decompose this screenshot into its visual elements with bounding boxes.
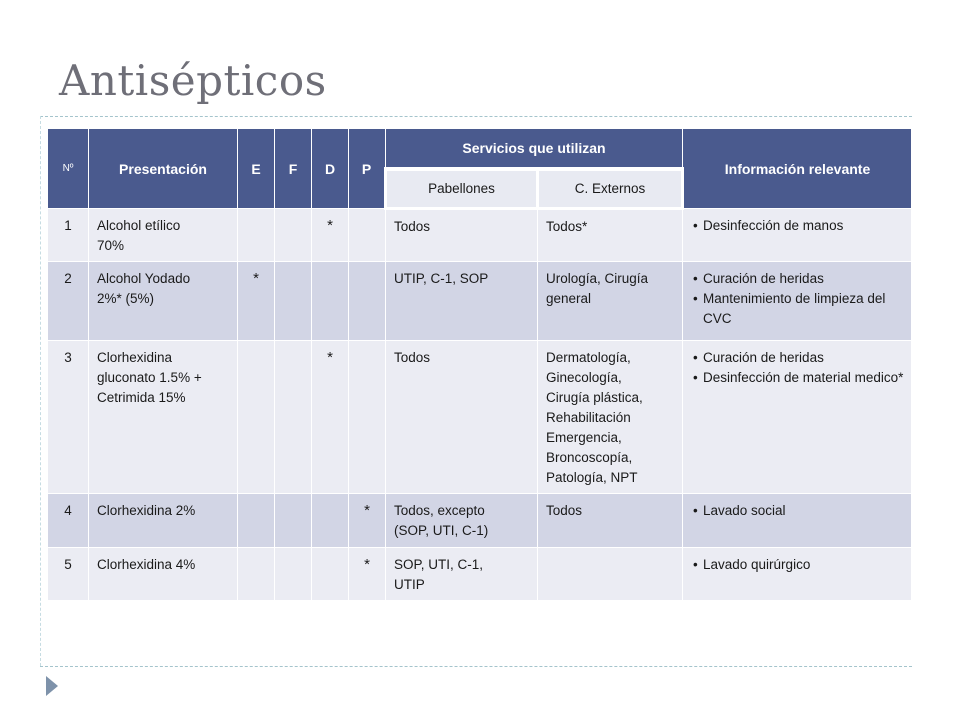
mark-p-cell: * [349, 494, 386, 548]
presentation-line: 70% [97, 238, 125, 253]
presentation-line: Clorhexidina [97, 350, 173, 365]
info-cell [683, 341, 912, 494]
presentation-line: Cetrimida 15% [97, 390, 186, 405]
mark-p-cell [349, 262, 386, 341]
pabellones-line: UTIP, C-1, SOP [394, 271, 489, 286]
pabellones-line: Todos, excepto [394, 503, 485, 518]
presentation-line: Clorhexidina 2% [97, 503, 196, 518]
external-line: Dermatología, [546, 350, 631, 365]
pabellones-line: (SOP, UTI, C-1) [394, 523, 489, 538]
header-relevant-info: Información relevante [683, 129, 912, 209]
table-row [48, 209, 912, 262]
mark-e-cell [238, 341, 275, 494]
info-item: • Desinfección de manos [691, 216, 908, 236]
external-line: general [546, 291, 592, 306]
table-body [48, 209, 912, 601]
mark-d-cell [312, 548, 349, 601]
header-f: F [275, 129, 312, 209]
row-number: 1 [48, 209, 89, 262]
external-cell [538, 548, 683, 601]
external-line: Patología, NPT [546, 470, 638, 485]
info-item: • Desinfección de material medico* [691, 368, 908, 388]
info-cell [683, 494, 912, 548]
pabellones-cell [386, 494, 538, 548]
header-pabellones: Pabellones [386, 169, 538, 209]
mark-d-cell: * [312, 341, 349, 494]
info-cell [683, 209, 912, 262]
external-line: Rehabilitación [546, 410, 631, 425]
mark-d-cell [312, 494, 349, 548]
presentation-cell [89, 494, 238, 548]
header-presentation: Presentación [89, 129, 238, 209]
mark-f-cell [275, 262, 312, 341]
info-item: • Curación de heridas [691, 269, 908, 289]
info-list [691, 269, 908, 329]
antiseptics-table [47, 128, 912, 601]
slide-title: Antisépticos [59, 56, 327, 105]
presentation-cell [89, 209, 238, 262]
info-cell [683, 548, 912, 601]
mark-f-cell [275, 548, 312, 601]
triangle-arrow-icon [46, 676, 58, 696]
presentation-line: Clorhexidina 4% [97, 557, 196, 572]
header-e: E [238, 129, 275, 209]
info-list [691, 348, 908, 388]
mark-d-cell: * [312, 209, 349, 262]
info-item: • Lavado quirúrgico [691, 555, 908, 575]
row-number: 4 [48, 494, 89, 548]
pabellones-cell [386, 262, 538, 341]
table-row [48, 341, 912, 494]
pabellones-line: Todos [394, 350, 431, 365]
presentation-line: gluconato 1.5% + [97, 370, 202, 385]
pabellones-line: UTIP [394, 577, 425, 592]
row-number: 2 [48, 262, 89, 341]
mark-e-cell [238, 209, 275, 262]
row-number: 3 [48, 341, 89, 494]
info-cell [683, 262, 912, 341]
pabellones-line: SOP, UTI, C-1, [394, 557, 484, 572]
external-cell [538, 494, 683, 548]
mark-f-cell [275, 209, 312, 262]
external-line: Emergencia, [546, 430, 622, 445]
external-cell [538, 262, 683, 341]
mark-e-cell [238, 548, 275, 601]
info-list [691, 555, 908, 575]
bottom-divider [40, 666, 912, 667]
external-line: Cirugía plástica, [546, 390, 643, 405]
info-item: • Mantenimiento de limpieza del CVC [691, 289, 908, 329]
mark-p-cell [349, 209, 386, 262]
info-list [691, 216, 908, 236]
external-line: Todos [546, 503, 583, 518]
mark-e-cell: * [238, 262, 275, 341]
top-divider [40, 116, 912, 117]
antiseptics-table-container [47, 128, 911, 601]
mark-d-cell [312, 262, 349, 341]
external-line: Todos* [546, 219, 588, 234]
table-row [48, 262, 912, 341]
header-d: D [312, 129, 349, 209]
presentation-line: Alcohol etílico [97, 218, 181, 233]
pabellones-line: Todos [394, 219, 431, 234]
presentation-line: 2%* (5%) [97, 291, 155, 306]
table-row [48, 548, 912, 601]
left-divider [40, 116, 41, 666]
external-line: Urología, Cirugía [546, 271, 649, 286]
presentation-cell [89, 262, 238, 341]
presentation-cell [89, 341, 238, 494]
mark-f-cell [275, 341, 312, 494]
presentation-line: Alcohol Yodado [97, 271, 191, 286]
pabellones-cell [386, 548, 538, 601]
pabellones-cell [386, 341, 538, 494]
header-external: C. Externos [538, 169, 683, 209]
row-number: 5 [48, 548, 89, 601]
presentation-cell [89, 548, 238, 601]
pabellones-cell [386, 209, 538, 262]
table-row [48, 494, 912, 548]
info-item: • Curación de heridas [691, 348, 908, 368]
mark-p-cell: * [349, 548, 386, 601]
mark-e-cell [238, 494, 275, 548]
header-p: P [349, 129, 386, 209]
info-item: • Lavado social [691, 501, 908, 521]
mark-p-cell [349, 341, 386, 494]
external-cell [538, 341, 683, 494]
external-line: Ginecología, [546, 370, 622, 385]
header-services: Servicios que utilizan [386, 129, 683, 169]
mark-f-cell [275, 494, 312, 548]
header-number: Nº [48, 129, 89, 209]
external-line: Broncoscopía, [546, 450, 633, 465]
info-list [691, 501, 908, 521]
external-cell [538, 209, 683, 262]
